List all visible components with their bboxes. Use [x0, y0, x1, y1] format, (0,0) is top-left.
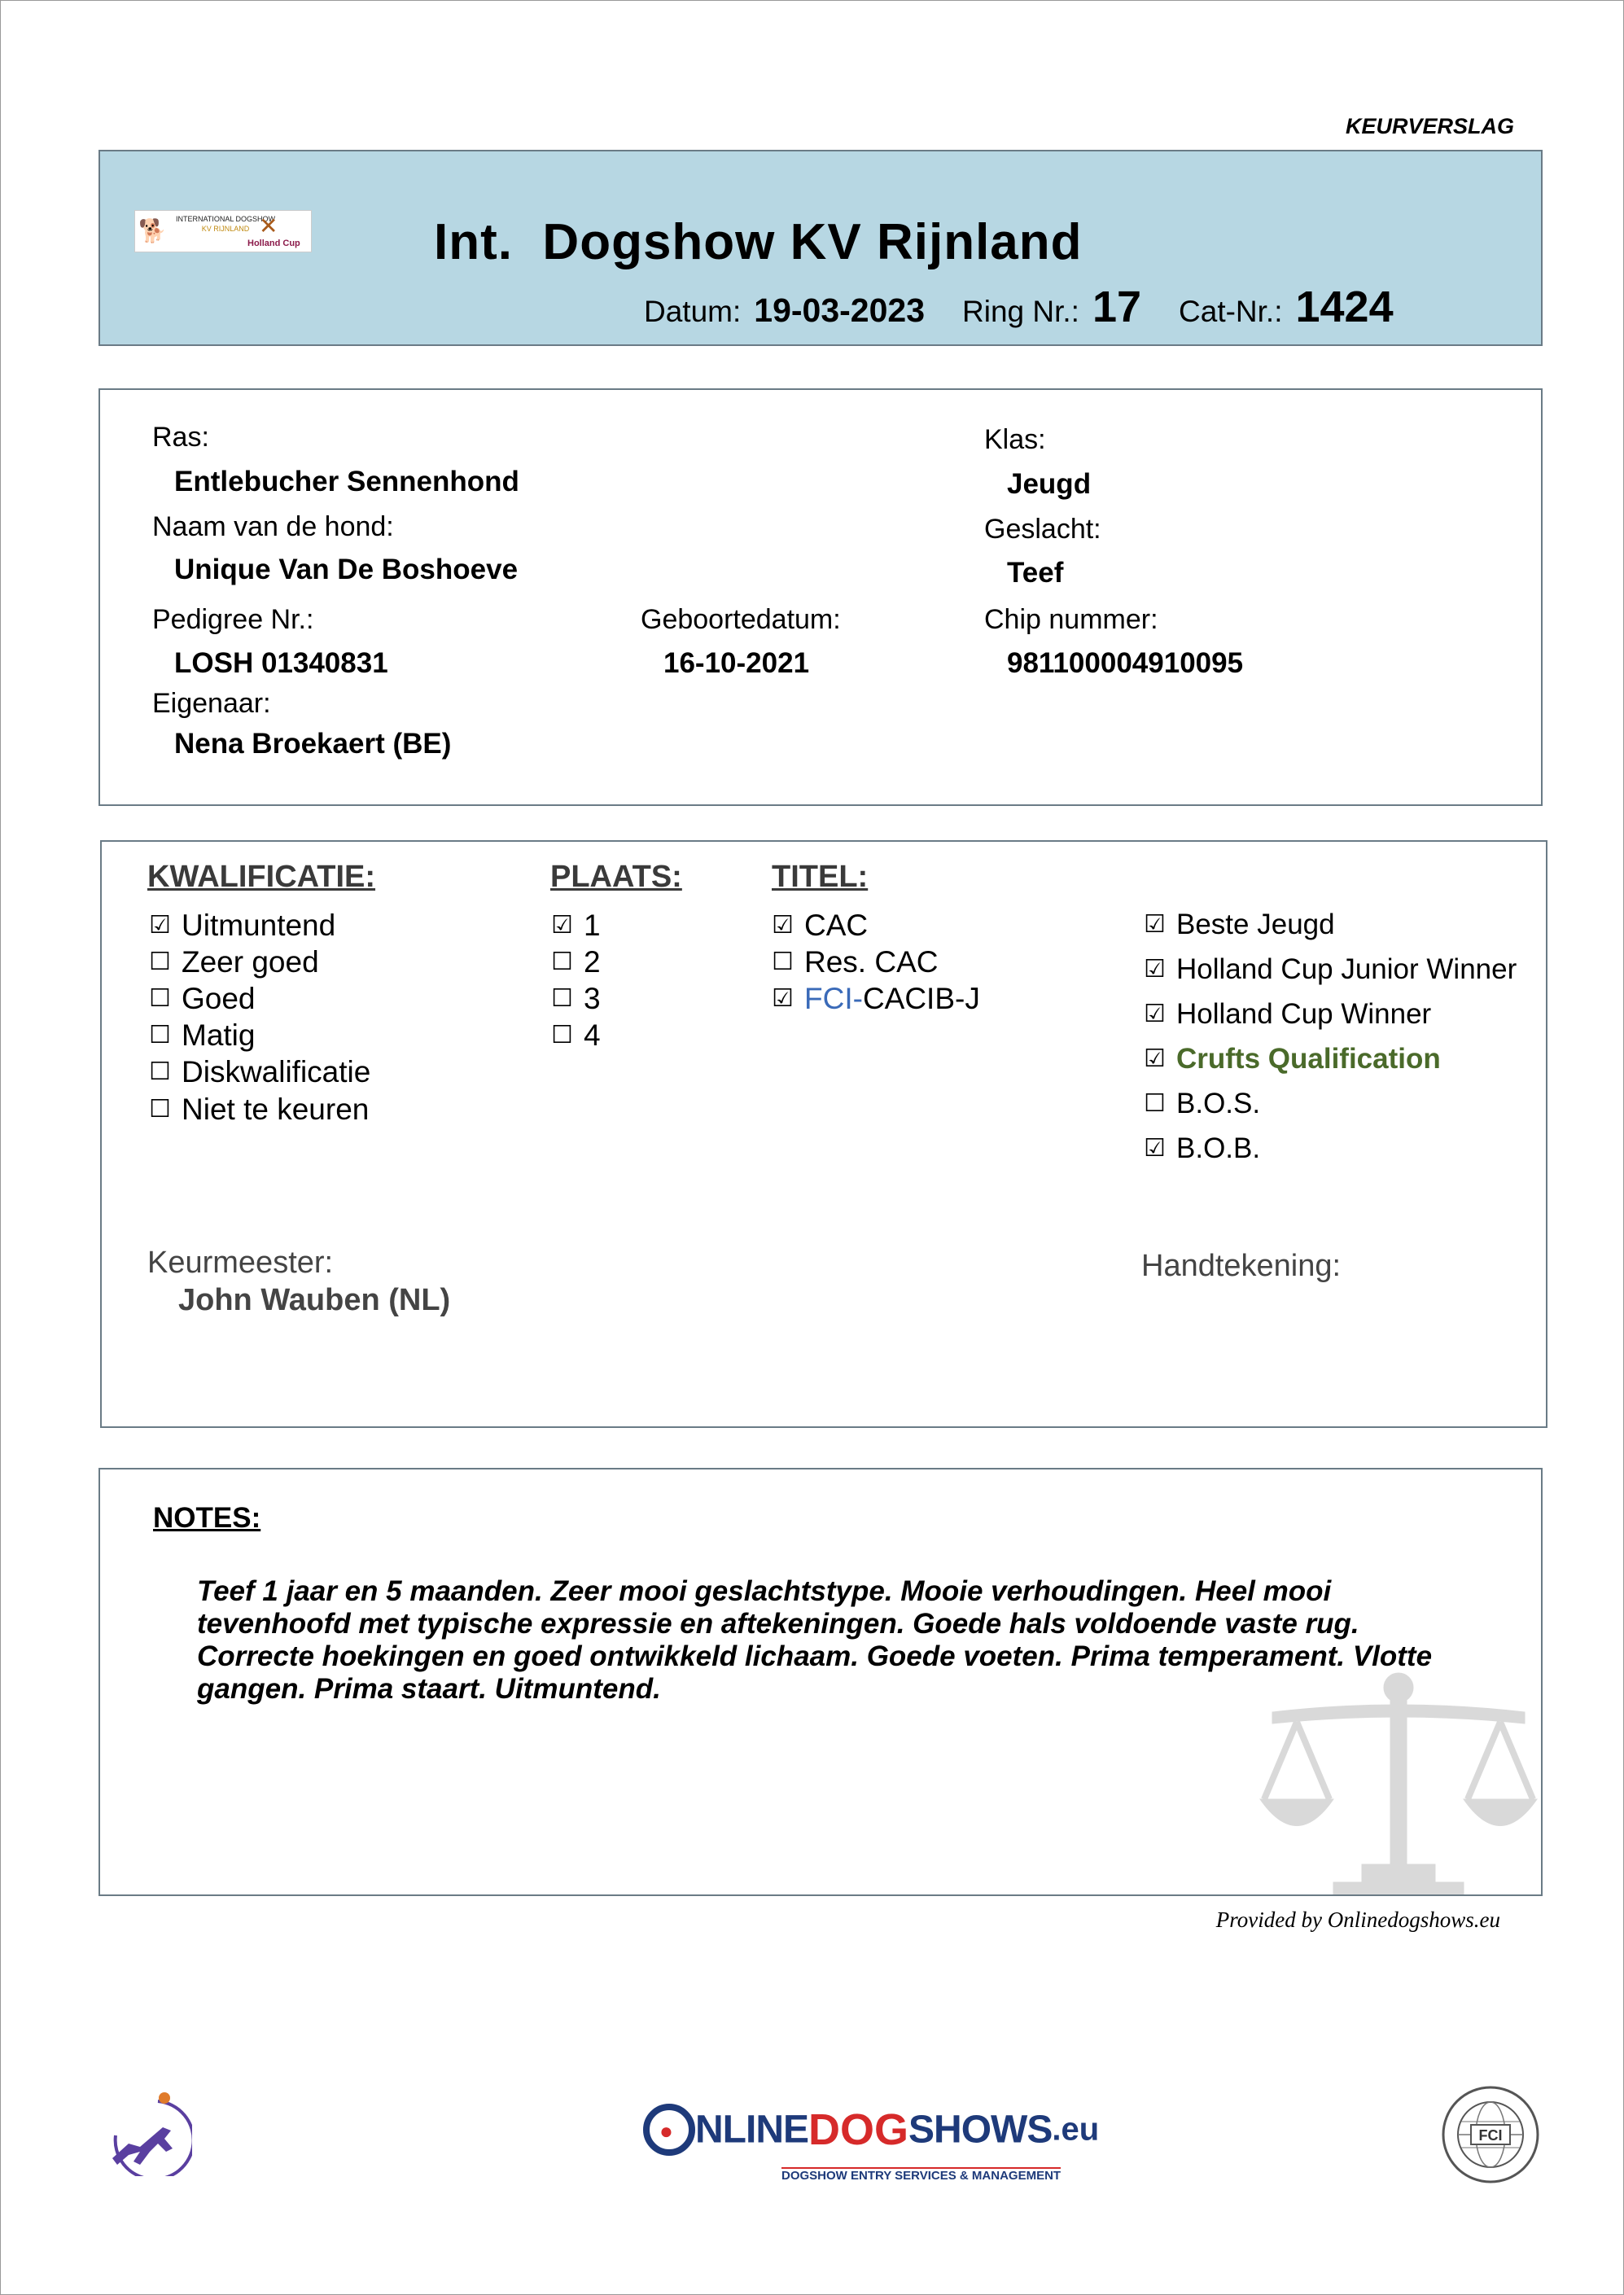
meta-line [644, 282, 1394, 332]
checkbox[interactable]: ☑ [1144, 1000, 1166, 1028]
logo-o [643, 2104, 695, 2156]
checkbox[interactable]: ☐ [551, 948, 573, 976]
award-option[interactable]: ☑ B.O.B. [1144, 1132, 1261, 1164]
pedigree-label: Pedigree Nr.: [152, 604, 314, 635]
date-label: Datum: [644, 295, 742, 328]
title-heading: TITEL: [772, 860, 869, 894]
cat-value: 1424 [1295, 282, 1394, 331]
name-label: Naam van de hond: [152, 511, 394, 542]
placement-option[interactable]: ☐ 2 [551, 945, 601, 979]
judge-name: John Wauben (NL) [178, 1283, 451, 1317]
fci-prefix: FCI- [804, 982, 863, 1015]
checkbox[interactable]: ☐ [772, 948, 794, 976]
title-option[interactable]: ☑ CAC [772, 909, 869, 942]
logo-cup: Holland Cup [247, 239, 300, 248]
checkbox[interactable]: ☐ [551, 1021, 573, 1049]
paw-icon: ● [659, 2118, 673, 2144]
checkbox[interactable]: ☐ [149, 1095, 171, 1123]
award-option[interactable]: ☑ Holland Cup Junior Winner [1144, 953, 1517, 985]
date-value: 19-03-2023 [754, 291, 925, 329]
birth-label: Geboortedatum: [641, 604, 841, 635]
class-value: Jeugd [1007, 468, 1092, 500]
class-label: Klas: [984, 424, 1046, 455]
qualification-box [100, 840, 1547, 1428]
provided-by: Provided by Onlinedogshows.eu [1215, 1907, 1500, 1932]
title-option[interactable]: ☑ FCI- CACIB-J [772, 982, 980, 1015]
checkbox[interactable]: ☐ [149, 948, 171, 976]
judge-label: Keurmeester: [147, 1246, 334, 1280]
chip-value: 981100004910095 [1007, 647, 1244, 679]
owner-value: Nena Broekaert (BE) [174, 728, 452, 760]
checkbox[interactable]: ☐ [551, 984, 573, 1013]
award-option[interactable]: ☑ Beste Jeugd [1144, 909, 1335, 940]
sex-value: Teef [1007, 557, 1064, 589]
title-option[interactable]: ☐ Res. CAC [772, 945, 939, 979]
checkbox[interactable]: ☐ [149, 1058, 171, 1086]
windmill-icon: ✕ [259, 213, 278, 239]
qualification-heading: KWALIFICATIE: [147, 860, 376, 894]
qualification-option[interactable]: ☐ Goed [149, 982, 256, 1015]
sex-label: Geslacht: [984, 514, 1101, 545]
birth-value: 16-10-2021 [663, 647, 810, 679]
logo-tagline: DOGSHOW ENTRY SERVICES & MANAGEMENT [781, 2169, 1062, 2183]
checkbox[interactable]: ☐ [1144, 1089, 1166, 1118]
show-title: Int. Dogshow KV Rijnland [434, 214, 1083, 270]
placement-heading: PLAATS: [550, 860, 682, 894]
onlinedogshows-logo [643, 2104, 1100, 2185]
fci-seal-text: FCI [1478, 2127, 1503, 2144]
ring-label: Ring Nr.: [962, 295, 1079, 328]
logo-dog-icon: 🐕 [138, 218, 167, 243]
pedigree-value: LOSH 01340831 [174, 647, 388, 679]
checkbox[interactable]: ☐ [149, 984, 171, 1013]
fci-seal-icon [1440, 2084, 1541, 2185]
qualification-option[interactable]: ☐ Matig [149, 1018, 256, 1052]
award-option[interactable]: ☑ Holland Cup Winner [1144, 998, 1432, 1030]
checkbox[interactable]: ☑ [149, 911, 171, 939]
qualification-option[interactable]: ☑ Uitmuntend [149, 909, 336, 942]
header-box [98, 150, 1543, 346]
qualification-option[interactable]: ☐ Zeer goed [149, 945, 319, 979]
checkbox[interactable]: ☑ [1144, 1045, 1166, 1073]
placement-option[interactable]: ☑ 1 [551, 909, 601, 942]
award-option[interactable]: ☐ B.O.S. [1144, 1088, 1261, 1119]
qualification-option[interactable]: ☐ Niet te keuren [149, 1093, 370, 1126]
report-type: KEURVERSLAG [1345, 114, 1514, 138]
breed-label: Ras: [152, 422, 209, 453]
onlinedogshows-wordmark: ● NLINEDOGSHOWS.eu [643, 2104, 1099, 2156]
checkbox[interactable]: ☐ [149, 1021, 171, 1049]
placement-option[interactable]: ☐ 3 [551, 982, 601, 1015]
ring-value: 17 [1092, 282, 1142, 331]
logo-text: INTERNATIONAL DOGSHOW KV RIJNLAND [176, 215, 276, 233]
jumping-dog-logo-icon [104, 2087, 192, 2176]
placement-option[interactable]: ☐ 4 [551, 1018, 601, 1052]
award-option[interactable]: ☑ Crufts Qualification [1144, 1043, 1441, 1075]
checkbox[interactable]: ☑ [772, 911, 794, 939]
show-logo [134, 210, 312, 252]
checkbox[interactable]: ☑ [1144, 1134, 1166, 1163]
checkbox[interactable]: ☑ [1144, 910, 1166, 939]
notes-heading: NOTES: [153, 1502, 261, 1534]
checkbox[interactable]: ☑ [1144, 955, 1166, 983]
qualification-option[interactable]: ☐ Diskwalificatie [149, 1055, 371, 1088]
cat-label: Cat-Nr.: [1179, 295, 1283, 328]
checkbox[interactable]: ☑ [772, 984, 794, 1013]
chip-label: Chip nummer: [984, 604, 1158, 635]
signature-label: Handtekening: [1141, 1249, 1342, 1283]
notes-text: Teef 1 jaar en 5 maanden. Zeer mooi geslachtstype. Mooie verhoudingen. Heel mooi tevenhoofd met typische expressie en aftekeningen. Goede hals voldoende vaste rug. Correcte hoekingen en goed ontwikkeld lichaam. Goede voeten. Prima temperament. Vlotte gangen. Prima staart. Uitmuntend. [197, 1575, 1433, 1705]
breed-value: Entlebucher Sennenhond [174, 466, 519, 497]
name-value: Unique Van De Boshoeve [174, 554, 519, 585]
notes-box [98, 1468, 1543, 1896]
dog-info-box [98, 388, 1543, 806]
owner-label: Eigenaar: [152, 688, 271, 719]
checkbox[interactable]: ☑ [551, 911, 573, 939]
